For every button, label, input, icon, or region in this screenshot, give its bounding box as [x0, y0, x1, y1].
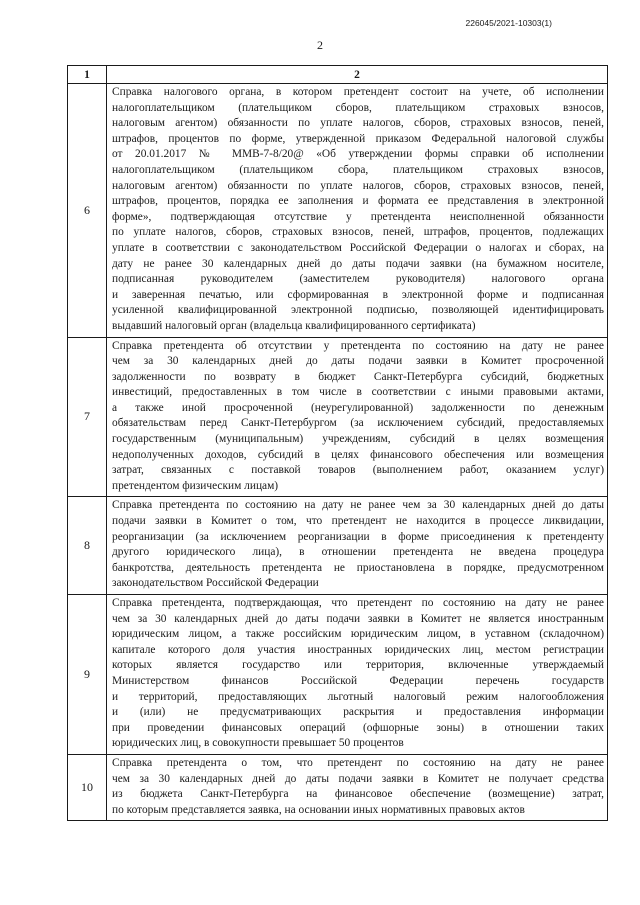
text-line: уплате в соответствии с законодательством Российской Федерации о налогах и сборах, на — [112, 241, 604, 254]
text-line: чем за 30 календарных дней до даты подачи заявки в Комитет не получает средства — [112, 772, 604, 785]
text-line: другого юридического лица), в отношении претендента не введена процедура — [112, 546, 604, 559]
requirement-text — [107, 84, 608, 338]
text-line: банкротства, деятельность претендента не приостановлена в порядке, предусмотренном — [112, 561, 604, 574]
text-line: налогоплательщиком (плательщиком сборов, плательщиком страховых взносов, — [112, 101, 604, 114]
text-line: затрат, связанных с поставкой товаров (выполнением работ, оказанием услуг) — [112, 464, 604, 477]
text-line: при проведении финансовых операций (офшорные зоны) в отношении таких — [112, 721, 604, 734]
text-line: юридическим лицом, а также российским юридическим лицом, в уставном (складочном) — [112, 628, 604, 641]
text-line: форме», подтверждающая отсутствие у претендента неисполненной обязанности — [112, 210, 604, 223]
text-line: штрафов, процентов по форме, утвержденной приказом Федеральной налоговой службы — [112, 132, 604, 145]
text-line: реорганизации (за исключением реорганизации в форме присоединения к претенденту — [112, 530, 604, 543]
text-line: налоговым агентом) обязанности по уплате налогов, сборов, страховых взносов, пеней, — [112, 179, 604, 192]
text-line: штрафов, процентов, порядка ее заполнения и формата ее представления в электронной — [112, 195, 604, 208]
row-number: 7 — [68, 337, 107, 497]
text-line: Справка претендента о том, что претендент по состоянию на дату не ранее — [112, 756, 604, 769]
table-row — [68, 337, 608, 497]
requirements-table — [67, 65, 608, 821]
text-line: обязательствам перед Санкт-Петербургом (за исключением субсидий, предоставляемых — [112, 417, 604, 430]
table-row — [68, 84, 608, 338]
text-line: Справка претендента об отсутствии у претендента по состоянию на дату не ранее — [112, 339, 604, 352]
row-number: 8 — [68, 497, 107, 595]
requirement-text — [107, 754, 608, 820]
table-header-row — [68, 66, 608, 84]
column-header-2: 2 — [107, 66, 608, 84]
text-line: инвестиций, предоставленных в том числе в соответствии с иными правовыми актами, — [112, 386, 604, 399]
table-row — [68, 497, 608, 595]
text-line: Справка претендента по состоянию на дату не ранее чем за 30 календарных дней до даты — [112, 499, 604, 512]
text-line: претендентом физическим лицам) — [112, 479, 279, 492]
text-line: а также иной просроченной (неурегулированной) задолженности по денежным — [112, 401, 604, 414]
column-header-1: 1 — [68, 66, 107, 84]
text-line: из бюджета Санкт-Петербурга на финансовое обеспечение (возмещение) затрат, — [112, 788, 604, 801]
text-line: подписанная руководителем (заместителем руководителя) налогового органа — [112, 273, 604, 286]
text-line: подачи заявки в Комитет о том, что претендент не находится в процессе ликвидации, — [112, 515, 604, 528]
text-line: налоговым агентом) обязанности по уплате налогов, сборов, страховых взносов, пеней, — [112, 117, 604, 130]
text-line: недополученных доходов, субсидий в целях финансового обеспечения или возмещения — [112, 448, 604, 461]
requirement-text — [107, 595, 608, 755]
table-row — [68, 595, 608, 755]
text-line: выдавший налоговый орган (владельца квалифицированного сертификата) — [112, 319, 476, 332]
row-number: 6 — [68, 84, 107, 338]
text-line: и заверенная печатью, или сформированная в электронной форме и подписанная — [112, 288, 604, 301]
text-line: усиленной квалифицированной электронной подписью, позволяющей идентифицировать — [112, 304, 604, 317]
row-number: 9 — [68, 595, 107, 755]
text-line: Справка претендента, подтверждающая, что претендент по состоянию на дату не ранее — [112, 597, 604, 609]
page-number: 2 — [317, 38, 323, 52]
text-line: и территорий, предоставляющих льготный налоговый режим налогообложения — [112, 690, 604, 703]
text-line: чем за 30 календарных дней до даты подачи заявки в Комитет просроченной — [112, 355, 604, 368]
text-line: по уплате налогов, сборов, страховых взносов, пеней, штрафов, процентов, подлежащих — [112, 226, 604, 239]
document-id: 226045/2021-10303(1) — [465, 18, 552, 28]
text-line: Министерством финансов Российской Федерации перечень государств — [112, 674, 604, 687]
text-line: и (или) не предусматривающих раскрытия и предоставления информации — [112, 706, 604, 719]
text-line: которых является государство или территория, включенные утверждаемый — [112, 659, 604, 672]
text-line: чем за 30 календарных дней до даты подачи заявки в Комитет не является иностранным — [112, 612, 604, 625]
text-line: капитале которого доля участия иностранных юридических лиц, местом регистрации — [112, 643, 604, 656]
text-line: от 20.01.2017 № ММВ-7-8/20@ «Об утверждении формы справки об исполнении — [112, 148, 604, 161]
requirement-text — [107, 337, 608, 497]
requirement-text — [107, 497, 608, 595]
text-line: юридических лиц, в совокупности превышает 50 процентов — [112, 737, 404, 750]
text-line: задолженности по возврату в бюджет Санкт-Петербурга субсидий, бюджетных — [112, 370, 604, 383]
text-line: законодательством Российской Федерации — [112, 577, 319, 590]
text-line: дату не ранее 30 календарных дней до даты подачи заявки (на бумажном носителе, — [112, 257, 604, 270]
text-line: по которым представляется заявка, на основании иных нормативных правовых актов — [112, 803, 525, 816]
text-line: Справка налогового органа, в котором претендент состоит на учете, об исполнении — [112, 86, 604, 98]
text-line: налогоплательщиком (плательщиком сбора, плательщиком страховых взносов, — [112, 163, 604, 176]
text-line: государственным (муниципальным) учреждениям, субсидий в целях возмещения — [112, 433, 604, 446]
row-number: 10 — [68, 754, 107, 820]
table-row — [68, 754, 608, 820]
